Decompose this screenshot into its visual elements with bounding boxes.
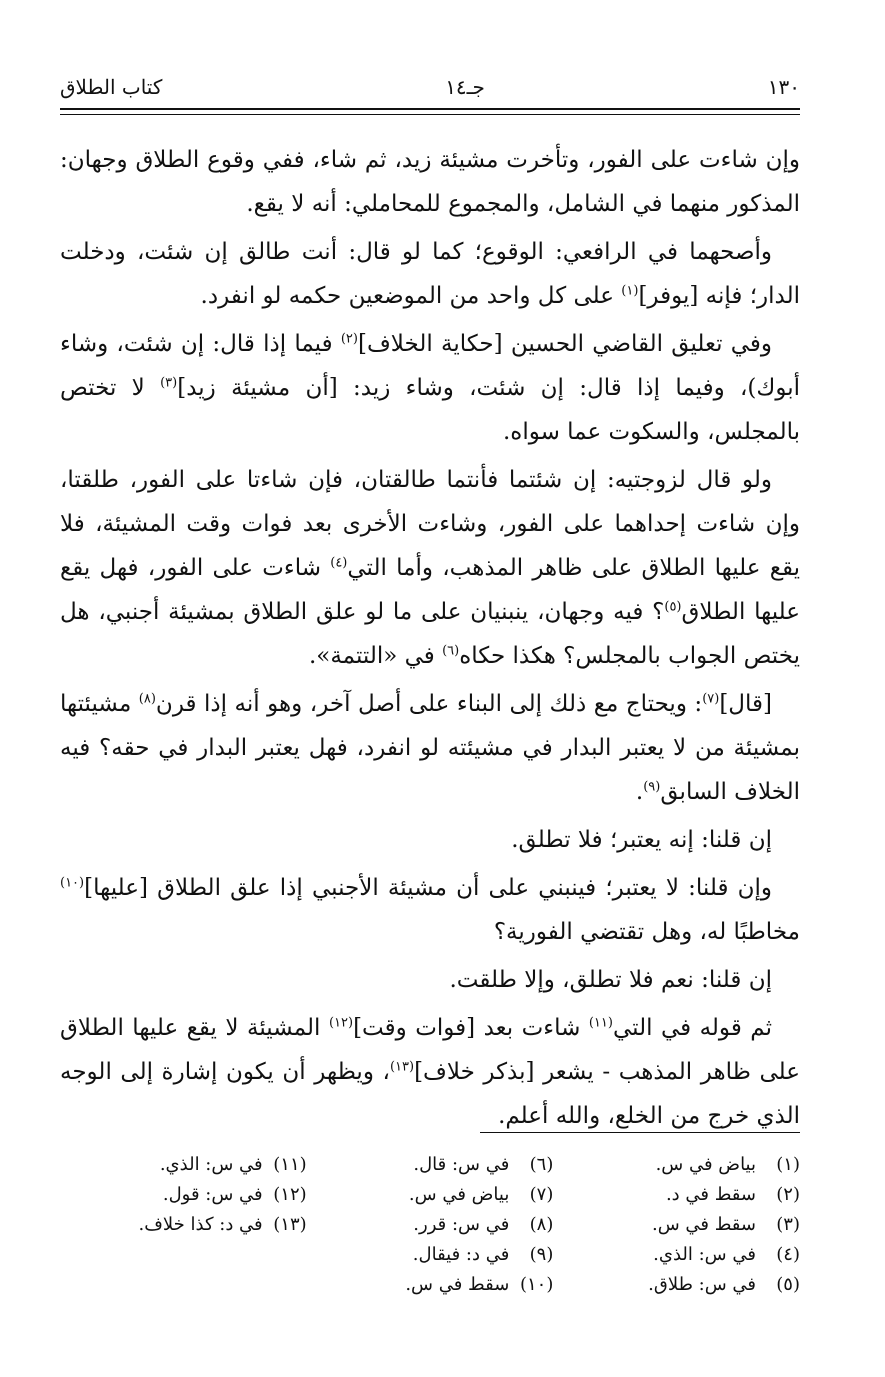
paragraph-text: ، ويظهر أن يكون إشارة إلى الوجه الذي خرج من الخلع، والله أعلم.: [60, 1059, 800, 1129]
footnotes: [90, 1150, 800, 1320]
paragraph: [60, 866, 800, 954]
footnote-item: [90, 1180, 307, 1210]
footnote-ref: (١٢): [328, 1015, 354, 1031]
paragraph-text: وأصحهما في الرافعي: الوقوع؛ كما لو قال: أنت طالق إن شئت، ودخلت الدار؛ فإنه [يوفر]: [60, 239, 800, 309]
footnote-text: بياض في س.: [408, 1184, 510, 1205]
footnote-ref: (٣): [160, 375, 178, 391]
paragraph-text: [قال]: [719, 691, 772, 717]
footnote-text: في س: قول.: [162, 1184, 263, 1205]
page-number: ١٣٠: [767, 75, 800, 99]
footnote-text: سقط في س.: [651, 1214, 756, 1235]
footnote-number: (١٢): [273, 1184, 307, 1205]
footnote-ref: (٢): [340, 331, 358, 347]
footnote-number: (٤): [776, 1244, 800, 1265]
footnote-number: (٩): [529, 1244, 554, 1265]
paragraph-text: شاءت على الفور، فهل يقع عليها الطلاق: [60, 555, 800, 625]
footnote-number: (٣): [776, 1214, 800, 1235]
paragraph-text: مشيئتها بمشيئة من لا يعتبر البدار في مشيئته لو انفرد، فهل يعتبر البدار في حقه؟ فيه الخلاف السابق: [60, 691, 800, 805]
footnote-column: [337, 1150, 554, 1320]
footnote-text: في د: فيقال.: [412, 1244, 510, 1265]
footnote-number: (١): [776, 1154, 800, 1175]
paragraph: [60, 1006, 800, 1138]
footnote-text: بياض في س.: [655, 1154, 756, 1175]
paragraph: [60, 458, 800, 678]
paragraph-text: فيما إذا قال: إن شئت، وشاء أبوك)، وفيما إذا قال: إن شئت، وشاء زيد: [أن مشيئة زيد]: [60, 331, 801, 401]
paragraph-text: ؟ فيه وجهان، ينبنيان على ما لو علق الطلاق بمشيئة أجنبي، هل يختص الجواب بالمجلس؟ هكذا حكاه: [60, 599, 800, 669]
paragraph-text: وفي تعليق القاضي الحسين [حكاية الخلاف]: [357, 331, 773, 357]
header-rule-thin: [60, 114, 800, 115]
footnote-text: في س: قال.: [413, 1154, 510, 1175]
footnote-item: [337, 1180, 554, 1210]
footnote-ref: (١١): [588, 1015, 613, 1031]
paragraph-text: المشيئة لا يقع عليها الطلاق على ظاهر المذهب - يشعر [بذكر خلاف]: [60, 1015, 800, 1085]
paragraph-text: مخاطبًا له، وهل تقتضي الفورية؟: [493, 919, 800, 945]
paragraph-text: شاءت بعد [فوات وقت]: [353, 1015, 589, 1041]
paragraph-text: إن قلنا: نعم فلا تطلق، وإلا طلقت.: [449, 967, 772, 993]
footnote-number: (٥): [776, 1274, 800, 1295]
footnote-item: [583, 1240, 800, 1270]
footnote-text: في س: قرر.: [413, 1214, 510, 1235]
footnote-item: [583, 1180, 800, 1210]
footnote-number: (٦): [529, 1154, 554, 1175]
footnote-number: (١١): [273, 1154, 307, 1175]
footnote-text: في س: الذي.: [653, 1244, 756, 1265]
paragraph-text: وإن شاءت على الفور، وتأخرت مشيئة زيد، ثم شاء، ففي وقوع الطلاق وجهان: المذكور منهما في الشامل، والمجموع للمحاملي: أنه لا يقع.: [60, 147, 800, 217]
footnote-item: [90, 1210, 307, 1240]
footnote-ref: (٧): [702, 691, 720, 707]
paragraph-text: لا تختص بالمجلس، والسكوت عما سواه.: [60, 375, 800, 445]
page-header: [60, 70, 800, 104]
footnote-ref: (٤): [330, 555, 348, 571]
footnote-item: [337, 1210, 554, 1240]
footnote-number: (١٠): [519, 1274, 554, 1295]
footnote-ref: (١٠): [60, 875, 85, 891]
footnote-ref: (١): [621, 283, 639, 299]
paragraph-text: ثم قوله في التي: [612, 1015, 772, 1041]
footnote-number: (٨): [529, 1214, 554, 1235]
paragraph: [60, 682, 800, 814]
footnote-number: (١٣): [273, 1214, 307, 1235]
paragraph-text: ولو قال لزوجتيه: إن شئتما فأنتما طالقتان، فإن شاءتا على الفور، طلقتا، وإن شاءت إحداهما على الفور، وشاءت الأخرى بعد فوات وقت المشيئة، فلا يقع عليها الطلاق على ظاهر المذهب، وأما التي: [60, 467, 800, 581]
footnote-column: [583, 1150, 800, 1320]
footnote-item: [337, 1150, 554, 1180]
footnote-ref: (٩): [643, 779, 661, 795]
footnote-text: سقط في د.: [665, 1184, 756, 1205]
paragraph: [60, 818, 800, 862]
paragraph: [60, 322, 800, 454]
header-rule-thick: [60, 108, 800, 110]
footnote-item: [337, 1240, 554, 1270]
footnote-ref: (٦): [442, 643, 460, 659]
footnote-number: (٧): [529, 1184, 554, 1205]
book-title: كتاب الطلاق: [60, 75, 163, 99]
main-text: [60, 138, 800, 1142]
footnote-item: [583, 1270, 800, 1300]
paragraph-text: في «التتمة».: [308, 643, 443, 669]
paragraph: [60, 138, 800, 226]
footnote-text: في س: الذي.: [159, 1154, 263, 1175]
footnote-text: في د: كذا خلاف.: [138, 1214, 263, 1235]
footnote-ref: (٥): [664, 599, 682, 615]
footnote-text: في س: طلاق.: [648, 1274, 756, 1295]
footnote-number: (٢): [776, 1184, 800, 1205]
volume-number: جـ١٤: [445, 75, 485, 99]
paragraph-text: : ويحتاج مع ذلك إلى البناء على أصل آخر، وهو أنه إذا قرن: [155, 691, 703, 717]
footnote-column: [90, 1150, 307, 1320]
footnote-ref: (١٣): [389, 1059, 415, 1075]
footnote-separator: [480, 1132, 800, 1133]
paragraph-text: إن قلنا: إنه يعتبر؛ فلا تطلق.: [511, 827, 772, 853]
footnote-ref: (٨): [138, 691, 156, 707]
footnote-item: [337, 1270, 554, 1300]
paragraph-text: .: [635, 779, 644, 805]
footnote-item: [90, 1150, 307, 1180]
paragraph-text: على كل واحد من الموضعين حكمه لو انفرد.: [200, 283, 622, 309]
footnote-item: [583, 1210, 800, 1240]
paragraph: [60, 230, 800, 318]
footnote-item: [583, 1150, 800, 1180]
paragraph-text: وإن قلنا: لا يعتبر؛ فينبني على أن مشيئة الأجنبي إذا علق الطلاق [عليها]: [84, 875, 772, 901]
footnote-text: سقط في س.: [405, 1274, 510, 1295]
paragraph: [60, 958, 800, 1002]
